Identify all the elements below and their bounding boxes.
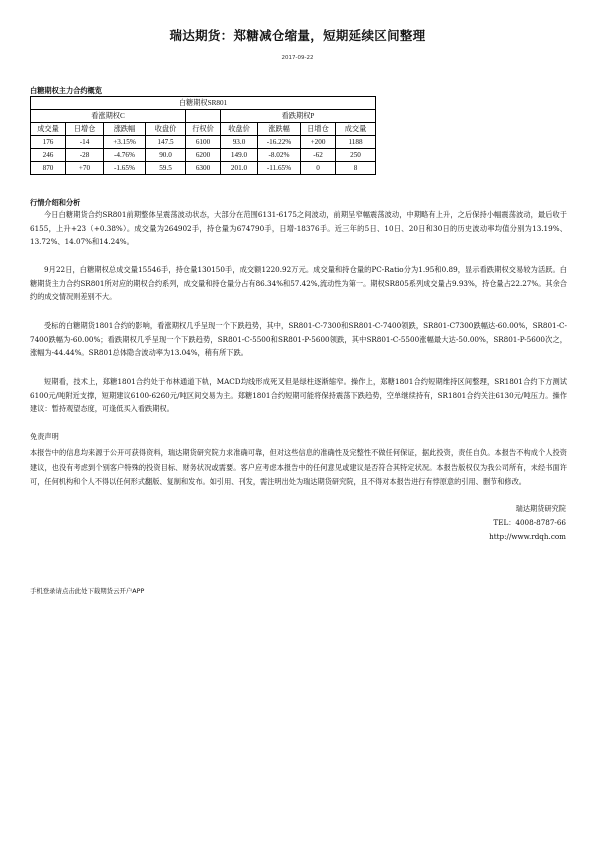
table-cell: 0 [301, 162, 336, 175]
table-cell: -14 [66, 136, 104, 149]
put-group-label: 看跌期权P [221, 110, 376, 123]
column-header: 日增仓 [301, 123, 336, 136]
table-cell: +200 [301, 136, 336, 149]
analysis-paragraph: 9月22日，白糖期权总成交量15546手，持仓量130150手，成交额1220.92万元。成交量和持仓量的PC-Ratio分为1.95和0.89，显示看跌期权交易较为活跃。白糖期货主力合约SR801所对应的期权合约系列，成交量和持仓量分占有86.34%和57.42%,流动性为第一。期权SR805系列成交量占9.93%，持仓量占22.27%。其余合约的成交情况则差别不大。 [30, 265, 567, 301]
table-group-row [31, 110, 376, 123]
option-summary-table [30, 96, 376, 175]
table-cell: 870 [31, 162, 66, 175]
section-heading-overview: 白糖期权主力合约概览 [30, 86, 102, 95]
analysis-paragraph: 短期看，技术上，郑糖1801合约处于布林通道下轨，MACD均线形成死叉但是绿柱逐渐缩窄。操作上，郑糖1801合约短期维持区间整理，SR1801合约下方测试6100元/吨附近支撑，短期建议6100-6260元/吨区间交易为主。郑糖1801合约短期可能将保持震荡下跌趋势，空单继续持有，SR1801合约关注6130元/吨压力。操作建议：暂持观望态度，可逢低买入看跌期权。 [30, 377, 567, 413]
disclaimer-text: 本报告中的信息均来源于公开可获得资料，瑞达期货研究院力求准确可靠，但对这些信息的准确性及完整性不做任何保证，据此投资，责任自负。本报告不构成个人投资建议，也没有考虑到个别客户特殊的投资目标、财务状况或需要。客户应考虑本报告中的任何意见或建议是否符合其特定状况。本报告版权仅为我公司所有，未经书面许可，任何机构和个人不得以任何形式翻版、复制和发布。如引用、刊发，需注明出处为瑞达期货研究院，且不得对本报告进行有悖原意的引用、删节和修改。 [30, 448, 567, 486]
table-cell: 59.5 [146, 162, 186, 175]
table-cell: 90.0 [146, 149, 186, 162]
table-cell: 1188 [336, 136, 376, 149]
column-header: 日增仓 [66, 123, 104, 136]
table-cell: -1.65% [104, 162, 146, 175]
publish-date: 2017-09-22 [281, 55, 314, 61]
table-cell: 246 [31, 149, 66, 162]
column-header: 收盘价 [146, 123, 186, 136]
table-cell: 250 [336, 149, 376, 162]
signature-org: 瑞达期货研究院 [515, 504, 566, 513]
table-cell: 201.0 [221, 162, 258, 175]
document-title: 瑞达期货：郑糖减仓缩量，短期延续区间整理 [169, 28, 426, 43]
table-cell: 8 [336, 162, 376, 175]
table-cell: 6300 [186, 162, 221, 175]
app-download-link[interactable]: 手机登录请点击此处下载期货云开户APP [30, 587, 145, 595]
table-cell: -28 [66, 149, 104, 162]
table-cell: +3.15% [104, 136, 146, 149]
table-cell: 93.0 [221, 136, 258, 149]
table-title-row [31, 97, 376, 110]
column-header: 成交量 [31, 123, 66, 136]
table-cell: -62 [301, 149, 336, 162]
analysis-paragraph: 今日白糖期货合约SR801前期整体呈震荡波动状态，大部分在范围6131-6175之间波动，前期呈窄幅震荡波动，中期略有上升，之后保持小幅震荡波动，最后收于6155，上升+23（+0.38%）。成交量为264902手，持仓量为674790手，日增-18376手。近三年的5日、10日、20日和30日的历史波动率均值分别为13.19%、13.72%、14.07%和14.24%。 [30, 210, 567, 246]
table-title: 白糖期权SR801 [31, 97, 376, 110]
table-cell: -4.76% [104, 149, 146, 162]
signature-tel: TEL：4008-8787-66 [493, 518, 566, 527]
table-row [31, 136, 376, 149]
analysis-paragraph: 受标的白糖期货1801合约的影响，看涨期权几乎呈现一个下跌趋势，其中，SR801-C-7300和SR801-C-7400领跌，SR801-C7300跌幅达-60.00%，SR801-C-7400跌幅为-60.00%；看跌期权几乎呈现一个下跌趋势，SR801-C-5500和SR801-P-5600领跌，其中SR801-C-5500涨幅最大达-50.00%，SR801-P-5600次之，涨幅为-44.44%。SR801总体隐含波动率为13.04%，稍有所下跌。 [30, 321, 567, 357]
table-cell: -16.22% [258, 136, 301, 149]
column-header: 成交量 [336, 123, 376, 136]
table-cell: 147.5 [146, 136, 186, 149]
disclaimer-heading: 免责声明 [30, 432, 59, 441]
table-cell: 149.0 [221, 149, 258, 162]
call-group-label: 看涨期权C [31, 110, 186, 123]
table-cell: +70 [66, 162, 104, 175]
section-heading-analysis: 行情介绍和分析 [30, 198, 81, 207]
strike-group-spacer [186, 110, 221, 123]
table-cell: -11.65% [258, 162, 301, 175]
table-cell: -8.02% [258, 149, 301, 162]
table-cell: 6200 [186, 149, 221, 162]
column-header: 行权价 [186, 123, 221, 136]
column-header: 涨跌幅 [258, 123, 301, 136]
table-cell: 6100 [186, 136, 221, 149]
table-row [31, 149, 376, 162]
column-header: 收盘价 [221, 123, 258, 136]
table-cell: 176 [31, 136, 66, 149]
table-header-row [31, 123, 376, 136]
table-row [31, 162, 376, 175]
column-header: 涨跌幅 [104, 123, 146, 136]
signature-url[interactable]: http://www.rdqh.com [489, 532, 566, 541]
